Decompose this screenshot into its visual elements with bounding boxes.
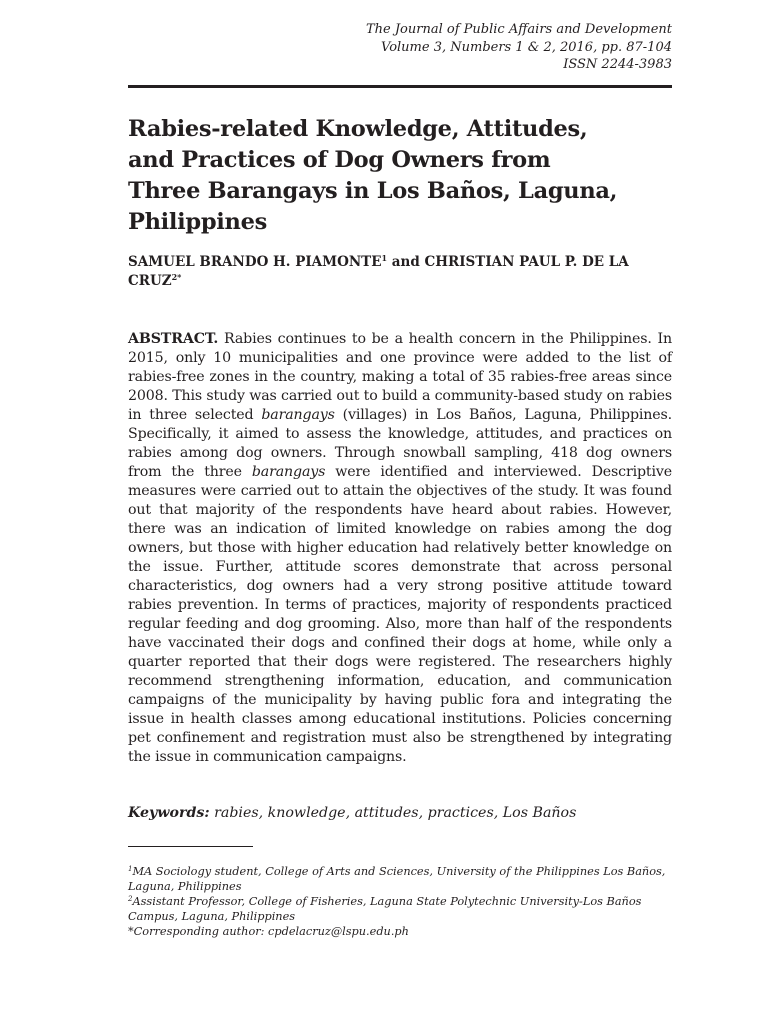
journal-issn: ISSN 2244-3983 (563, 57, 672, 73)
abstract-text-2: (villages) in Los Baños, Laguna, Philippines. Specifically, it aimed to assess the knowledge, attitudes, and practices on rabies among dog owners. Through snowball sampling, 418 dog owners from the three (128, 407, 672, 480)
footnote-1 (128, 864, 672, 894)
author-connector: and (387, 254, 425, 270)
footnote-rule (128, 846, 253, 847)
author-2-affiliation-mark: 2* (171, 271, 182, 282)
keywords-text: rabies, knowledge, attitudes, practices, Los Baños (209, 805, 577, 821)
abstract-text-3: were identified and interviewed. Descriptive measures were carried out to attain the objectives of the study. It was found out that majority of the respondents have heard about rabies. However, there was an indication of limited knowledge on rabies among the dog owners, but those with higher education had relatively better knowledge on the issue. Further, attitude scores demonstrate that across personal characteristics, dog owners had a very strong positive attitude toward rabies prevention. In terms of practices, majority of respondents practiced regular feeding and dog grooming. Also, more than half of the respondents have vaccinated their dogs and confined their dogs at home, while only a quarter reported that their dogs were registered. The researchers highly recommend strengthening information, education, and communication campaigns of the municipality by having public fora and integrating the issue in health classes among educational institutions. Policies concerning pet confinement and registration must also be strengthened by integrating the issue in communication campaigns. (128, 464, 672, 765)
header-rule (128, 85, 672, 88)
abstract-term-1: barangays (261, 407, 335, 423)
footnote-2 (128, 894, 672, 924)
title-line-2: and Practices of Dog Owners from (128, 147, 551, 173)
abstract-label: ABSTRACT. (128, 331, 219, 347)
author-2: CHRISTIAN PAUL P. DE LA CRUZ (128, 254, 629, 289)
article-title (128, 114, 672, 238)
abstract-text-1: Rabies continues to be a health concern in the Philippines. In 2015, only 10 municipalities and one province were added to the list of rabies-free zones in the country, making a total of 35 rabies-free areas since 2008. This study was carried out to build a community-based study on rabies in three selected (128, 331, 672, 423)
footnotes (128, 864, 672, 939)
footnote-2-text: Assistant Professor, College of Fisheries, Laguna State Polytechnic University-Los Baños Campus, Laguna, Philippines (128, 895, 642, 923)
title-line-4: Philippines (128, 209, 267, 235)
keywords (128, 804, 672, 823)
keywords-label: Keywords: (128, 805, 210, 821)
author-1: SAMUEL BRANDO H. PIAMONTE (128, 254, 382, 270)
footnote-1-text: MA Sociology student, College of Arts and Sciences, University of the Philippines Los Baños, Laguna, Philippines (128, 865, 666, 893)
author-list (128, 253, 672, 290)
author-1-affiliation-mark: 1 (381, 253, 388, 263)
title-line-3: Three Barangays in Los Baños, Laguna, (128, 178, 618, 204)
title-line-1: Rabies-related Knowledge, Attitudes, (128, 116, 588, 142)
footnote-2-mark: 2 (128, 895, 133, 903)
corresponding-author: *Corresponding author: cpdelacruz@lspu.edu.ph (128, 925, 409, 938)
journal-volume: Volume 3, Numbers 1 & 2, 2016, pp. 87-104 (381, 39, 672, 55)
footnote-1-mark: 1 (128, 865, 133, 873)
journal-name: The Journal of Public Affairs and Development (365, 22, 672, 37)
abstract-term-2: barangays (251, 464, 326, 480)
abstract (128, 330, 672, 767)
journal-header (366, 21, 672, 74)
